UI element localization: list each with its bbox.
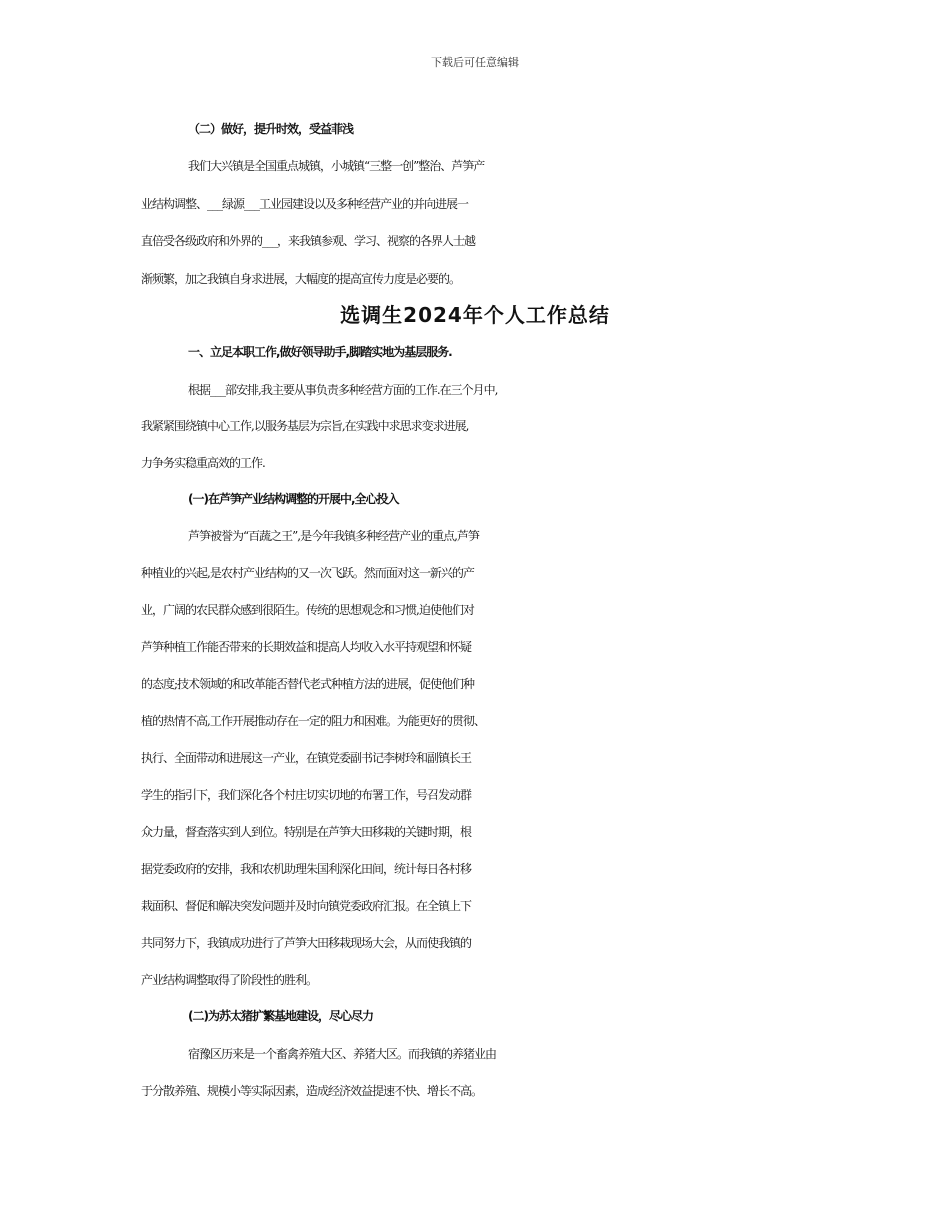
paragraph-line: 种植业的兴起,是农村产业结构的又一次飞跃。然而面对这一新兴的产 bbox=[141, 566, 474, 580]
section-heading: 一、立足本职工作,做好领导助手,脚踏实地为基层服务. bbox=[188, 345, 452, 359]
page-header: 下载后可任意编辑 bbox=[431, 56, 519, 69]
paragraph-line: 芦笋种植工作能否带来的长期效益和提高人均收入水平持观望和怀疑 bbox=[141, 640, 472, 654]
paragraph-line: 的态度;技术领域的和改革能否替代老式种植方法的进展，促使他们种 bbox=[141, 677, 475, 691]
paragraph-line: 产业结构调整取得了阶段性的胜利。 bbox=[141, 973, 318, 987]
paragraph-line: 据党委政府的安排，我和农机助理朱国利深化田间，统计每日各村移 bbox=[141, 862, 472, 876]
paragraph-line: 根据___部安排,我主要从事负责多种经营方面的工作.在三个月中, bbox=[188, 383, 498, 397]
paragraph-line: 学生的指引下，我们深化各个村庄切实切地的布署工作，号召发动群 bbox=[141, 788, 472, 802]
paragraph-line: 业结构调整、___绿源___工业园建设以及多种经营产业的并向进展一 bbox=[141, 197, 469, 211]
paragraph-line: 我紧紧围绕镇中心工作,以服务基层为宗旨,在实践中求思求变求进展, bbox=[141, 419, 469, 433]
paragraph-line: 执行、全面带动和进展这一产业，在镇党委副书记李树玲和副镇长王 bbox=[141, 751, 472, 765]
paragraph-line: 渐频繁，加之我镇自身求进展，大幅度的提高宣传力度是必要的。 bbox=[141, 272, 461, 286]
subsection-heading: (二)为苏太猪扩繁基地建设，尽心尽力 bbox=[188, 1009, 373, 1023]
paragraph-line: 直倍受各级政府和外界的___，来我镇参观、学习、视察的各界人士越 bbox=[141, 234, 476, 248]
paragraph-line: 宿豫区历来是一个畜禽养殖大区、养猪大区。而我镇的养猪业由 bbox=[188, 1047, 497, 1061]
document-title: 选调生2024年个人工作总结 bbox=[340, 303, 610, 327]
paragraph-line: 我们大兴镇是全国重点城镇，小城镇“三整一创”整治、芦笋产 bbox=[188, 159, 485, 173]
paragraph-line: 于分散养殖、规模小等实际因素，造成经济效益提速不快、增长不高。 bbox=[141, 1084, 483, 1098]
paragraph-line: 众力量，督查落实到人到位。特别是在芦笋大田移栽的关键时期，根 bbox=[141, 825, 472, 839]
paragraph-line: 力争务实稳重高效的工作. bbox=[141, 456, 265, 470]
subsection-heading: (一)在芦笋产业结构调整的开展中,全心投入 bbox=[188, 492, 399, 506]
section-heading: （二）做好，提升时效，受益菲浅 bbox=[188, 122, 354, 136]
paragraph-line: 栽面积、督促和解决突发问题并及时向镇党委政府汇报。在全镇上下 bbox=[141, 899, 472, 913]
paragraph-line: 植的热情不高,工作开展推动存在一定的阻力和困难。为能更好的贯彻、 bbox=[141, 714, 485, 728]
paragraph-line: 芦笋被誉为“百蔬之王”,是今年我镇多种经营产业的重点,芦笋 bbox=[188, 529, 479, 543]
paragraph-line: 共同努力下，我镇成功进行了芦笋大田移栽现场大会，从而使我镇的 bbox=[141, 936, 472, 950]
paragraph-line: 业，广阔的农民群众感到很陌生。传统的思想观念和习惯,迫使他们对 bbox=[141, 603, 474, 617]
